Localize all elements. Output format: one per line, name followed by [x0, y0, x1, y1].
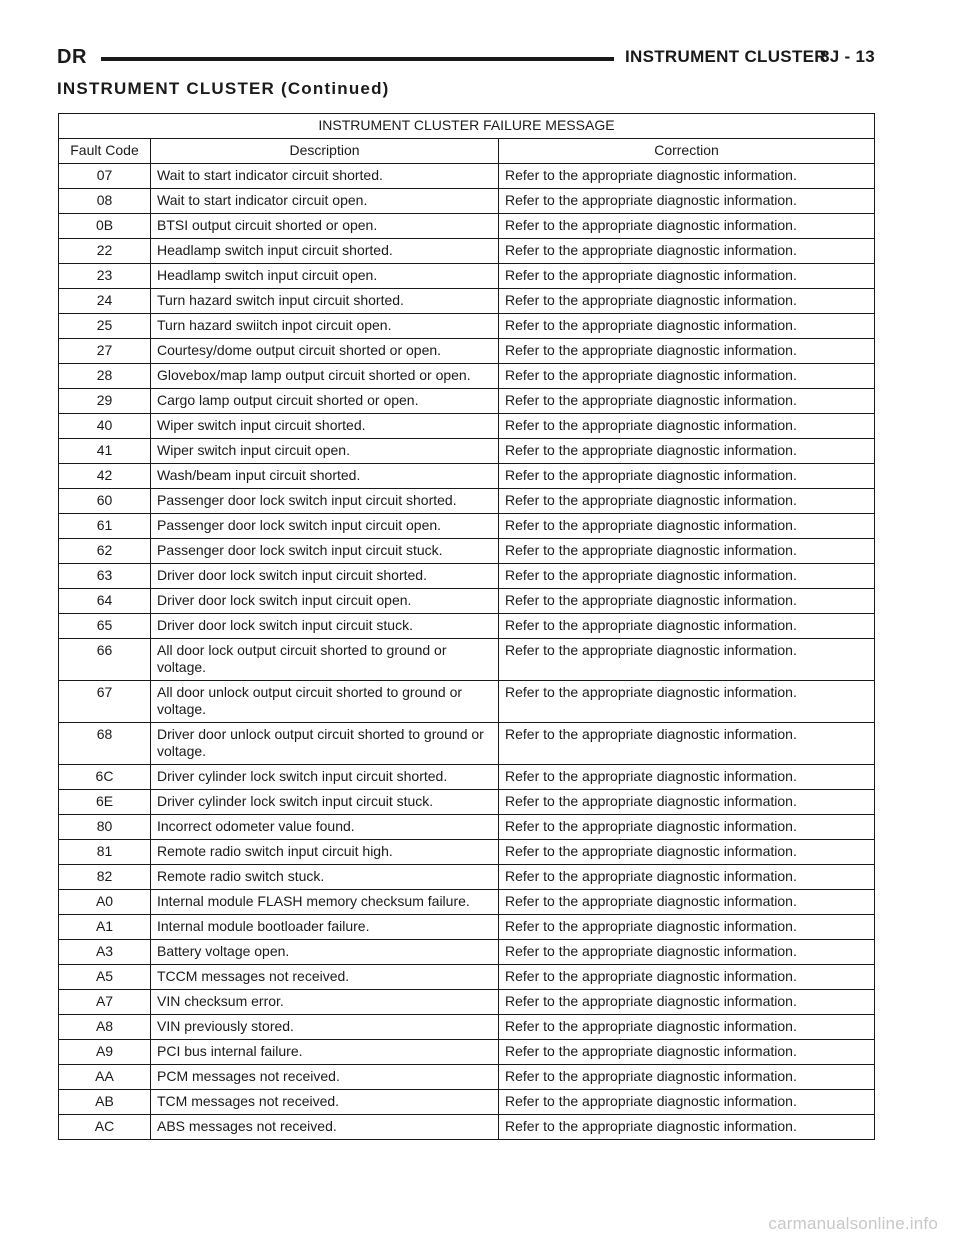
table-row	[59, 790, 875, 815]
table-row	[59, 389, 875, 414]
correction-cell: Refer to the appropriate diagnostic information.	[499, 1090, 875, 1115]
description-cell: Wash/beam input circuit shorted.	[151, 464, 499, 489]
table-row	[59, 314, 875, 339]
fault-code-cell: A7	[59, 990, 151, 1015]
description-cell: All door unlock output circuit shorted to ground or voltage.	[151, 681, 499, 723]
table-row	[59, 865, 875, 890]
table-row	[59, 965, 875, 990]
correction-cell: Refer to the appropriate diagnostic information.	[499, 765, 875, 790]
table-row	[59, 940, 875, 965]
description-cell: Turn hazard swiitch inpot circuit open.	[151, 314, 499, 339]
table-caption: INSTRUMENT CLUSTER FAILURE MESSAGE	[59, 114, 875, 139]
description-cell: PCI bus internal failure.	[151, 1040, 499, 1065]
table-row	[59, 614, 875, 639]
fault-code-cell: 68	[59, 723, 151, 765]
description-cell: Headlamp switch input circuit open.	[151, 264, 499, 289]
correction-cell: Refer to the appropriate diagnostic information.	[499, 790, 875, 815]
table-row	[59, 639, 875, 681]
fault-code-cell: 80	[59, 815, 151, 840]
table-row	[59, 723, 875, 765]
header-rule	[101, 57, 614, 61]
table-row	[59, 439, 875, 464]
correction-cell: Refer to the appropriate diagnostic information.	[499, 439, 875, 464]
description-cell: VIN checksum error.	[151, 990, 499, 1015]
fault-code-cell: AB	[59, 1090, 151, 1115]
description-cell: VIN previously stored.	[151, 1015, 499, 1040]
correction-cell: Refer to the appropriate diagnostic information.	[499, 614, 875, 639]
correction-cell: Refer to the appropriate diagnostic information.	[499, 164, 875, 189]
description-cell: Driver door lock switch input circuit open.	[151, 589, 499, 614]
correction-cell: Refer to the appropriate diagnostic information.	[499, 264, 875, 289]
table-row	[59, 514, 875, 539]
correction-cell: Refer to the appropriate diagnostic information.	[499, 915, 875, 940]
fault-code-cell: 29	[59, 389, 151, 414]
correction-cell: Refer to the appropriate diagnostic information.	[499, 539, 875, 564]
correction-cell: Refer to the appropriate diagnostic information.	[499, 564, 875, 589]
table-caption-row	[59, 114, 875, 139]
description-cell: Driver cylinder lock switch input circuit stuck.	[151, 790, 499, 815]
table-row	[59, 890, 875, 915]
correction-cell: Refer to the appropriate diagnostic information.	[499, 865, 875, 890]
correction-cell: Refer to the appropriate diagnostic information.	[499, 339, 875, 364]
table-row	[59, 464, 875, 489]
table-row	[59, 990, 875, 1015]
fault-code-cell: 25	[59, 314, 151, 339]
fault-code-cell: 60	[59, 489, 151, 514]
fault-code-cell: 40	[59, 414, 151, 439]
fault-code-cell: 61	[59, 514, 151, 539]
description-cell: Cargo lamp output circuit shorted or open.	[151, 389, 499, 414]
correction-cell: Refer to the appropriate diagnostic information.	[499, 840, 875, 865]
correction-cell: Refer to the appropriate diagnostic information.	[499, 414, 875, 439]
correction-cell: Refer to the appropriate diagnostic information.	[499, 1040, 875, 1065]
table-row	[59, 1065, 875, 1090]
description-cell: Incorrect odometer value found.	[151, 815, 499, 840]
table-row	[59, 589, 875, 614]
table-body	[59, 164, 875, 1140]
fault-code-cell: AC	[59, 1115, 151, 1140]
description-cell: Remote radio switch stuck.	[151, 865, 499, 890]
description-cell: Wait to start indicator circuit shorted.	[151, 164, 499, 189]
fault-code-cell: 28	[59, 364, 151, 389]
fault-code-cell: 6E	[59, 790, 151, 815]
description-cell: Internal module FLASH memory checksum failure.	[151, 890, 499, 915]
table-row	[59, 489, 875, 514]
description-cell: BTSI output circuit shorted or open.	[151, 214, 499, 239]
watermark: carmanualsonline.info	[768, 1214, 938, 1233]
table-row	[59, 289, 875, 314]
fault-code-cell: 65	[59, 614, 151, 639]
fault-code-cell: 24	[59, 289, 151, 314]
column-header-description: Description	[151, 139, 499, 164]
table-row	[59, 915, 875, 940]
correction-cell: Refer to the appropriate diagnostic information.	[499, 965, 875, 990]
correction-cell: Refer to the appropriate diagnostic information.	[499, 940, 875, 965]
description-cell: Driver cylinder lock switch input circuit shorted.	[151, 765, 499, 790]
description-cell: Driver door unlock output circuit shorted to ground or voltage.	[151, 723, 499, 765]
fault-code-cell: 07	[59, 164, 151, 189]
correction-cell: Refer to the appropriate diagnostic information.	[499, 1115, 875, 1140]
table-row	[59, 414, 875, 439]
page-title: INSTRUMENT CLUSTER (Continued)	[57, 79, 390, 98]
table-row	[59, 564, 875, 589]
fault-code-cell: 08	[59, 189, 151, 214]
fault-code-cell: 82	[59, 865, 151, 890]
fault-code-cell: 22	[59, 239, 151, 264]
fault-code-cell: 6C	[59, 765, 151, 790]
description-cell: Driver door lock switch input circuit shorted.	[151, 564, 499, 589]
table-row	[59, 364, 875, 389]
table-row	[59, 264, 875, 289]
fault-code-cell: A1	[59, 915, 151, 940]
table-row	[59, 681, 875, 723]
description-cell: Turn hazard switch input circuit shorted.	[151, 289, 499, 314]
correction-cell: Refer to the appropriate diagnostic information.	[499, 589, 875, 614]
fault-code-cell: 23	[59, 264, 151, 289]
column-header-fault-code: Fault Code	[59, 139, 151, 164]
fault-code-cell: 63	[59, 564, 151, 589]
table-header-row	[59, 139, 875, 164]
fault-code-cell: 27	[59, 339, 151, 364]
header-section-title: INSTRUMENT CLUSTER	[625, 47, 827, 66]
fault-code-cell: 41	[59, 439, 151, 464]
correction-cell: Refer to the appropriate diagnostic information.	[499, 364, 875, 389]
failure-message-table	[58, 113, 875, 1140]
table-row	[59, 1015, 875, 1040]
table-row	[59, 539, 875, 564]
table-row	[59, 214, 875, 239]
fault-code-cell: 81	[59, 840, 151, 865]
correction-cell: Refer to the appropriate diagnostic information.	[499, 189, 875, 214]
correction-cell: Refer to the appropriate diagnostic information.	[499, 389, 875, 414]
header-model-code: DR	[57, 46, 87, 68]
fault-code-cell: 0B	[59, 214, 151, 239]
table-row	[59, 815, 875, 840]
correction-cell: Refer to the appropriate diagnostic information.	[499, 214, 875, 239]
description-cell: ABS messages not received.	[151, 1115, 499, 1140]
correction-cell: Refer to the appropriate diagnostic information.	[499, 1015, 875, 1040]
description-cell: Battery voltage open.	[151, 940, 499, 965]
table-row	[59, 1115, 875, 1140]
running-header	[57, 44, 875, 74]
correction-cell: Refer to the appropriate diagnostic information.	[499, 489, 875, 514]
fault-code-cell: 67	[59, 681, 151, 723]
correction-cell: Refer to the appropriate diagnostic information.	[499, 1065, 875, 1090]
description-cell: TCM messages not received.	[151, 1090, 499, 1115]
description-cell: Wiper switch input circuit shorted.	[151, 414, 499, 439]
description-cell: PCM messages not received.	[151, 1065, 499, 1090]
fault-code-cell: A3	[59, 940, 151, 965]
correction-cell: Refer to the appropriate diagnostic information.	[499, 239, 875, 264]
correction-cell: Refer to the appropriate diagnostic information.	[499, 464, 875, 489]
description-cell: TCCM messages not received.	[151, 965, 499, 990]
fault-code-cell: 64	[59, 589, 151, 614]
fault-code-cell: A0	[59, 890, 151, 915]
fault-code-cell: A8	[59, 1015, 151, 1040]
description-cell: Passenger door lock switch input circuit open.	[151, 514, 499, 539]
column-header-correction: Correction	[499, 139, 875, 164]
description-cell: All door lock output circuit shorted to ground or voltage.	[151, 639, 499, 681]
correction-cell: Refer to the appropriate diagnostic information.	[499, 514, 875, 539]
correction-cell: Refer to the appropriate diagnostic information.	[499, 815, 875, 840]
header-page-number: 8J - 13	[819, 47, 875, 66]
correction-cell: Refer to the appropriate diagnostic information.	[499, 723, 875, 765]
table-row	[59, 164, 875, 189]
description-cell: Wait to start indicator circuit open.	[151, 189, 499, 214]
description-cell: Courtesy/dome output circuit shorted or open.	[151, 339, 499, 364]
table-row	[59, 765, 875, 790]
description-cell: Remote radio switch input circuit high.	[151, 840, 499, 865]
correction-cell: Refer to the appropriate diagnostic information.	[499, 990, 875, 1015]
description-cell: Headlamp switch input circuit shorted.	[151, 239, 499, 264]
description-cell: Wiper switch input circuit open.	[151, 439, 499, 464]
fault-code-cell: 66	[59, 639, 151, 681]
fault-code-cell: AA	[59, 1065, 151, 1090]
table-row	[59, 1090, 875, 1115]
table-row	[59, 1040, 875, 1065]
description-cell: Passenger door lock switch input circuit stuck.	[151, 539, 499, 564]
fault-code-cell: A9	[59, 1040, 151, 1065]
table-row	[59, 840, 875, 865]
fault-code-cell: 62	[59, 539, 151, 564]
description-cell: Internal module bootloader failure.	[151, 915, 499, 940]
fault-code-cell: 42	[59, 464, 151, 489]
correction-cell: Refer to the appropriate diagnostic information.	[499, 639, 875, 681]
correction-cell: Refer to the appropriate diagnostic information.	[499, 890, 875, 915]
correction-cell: Refer to the appropriate diagnostic information.	[499, 681, 875, 723]
description-cell: Driver door lock switch input circuit stuck.	[151, 614, 499, 639]
description-cell: Passenger door lock switch input circuit shorted.	[151, 489, 499, 514]
table-row	[59, 339, 875, 364]
description-cell: Glovebox/map lamp output circuit shorted or open.	[151, 364, 499, 389]
correction-cell: Refer to the appropriate diagnostic information.	[499, 289, 875, 314]
correction-cell: Refer to the appropriate diagnostic information.	[499, 314, 875, 339]
table-row	[59, 239, 875, 264]
fault-code-cell: A5	[59, 965, 151, 990]
table-row	[59, 189, 875, 214]
